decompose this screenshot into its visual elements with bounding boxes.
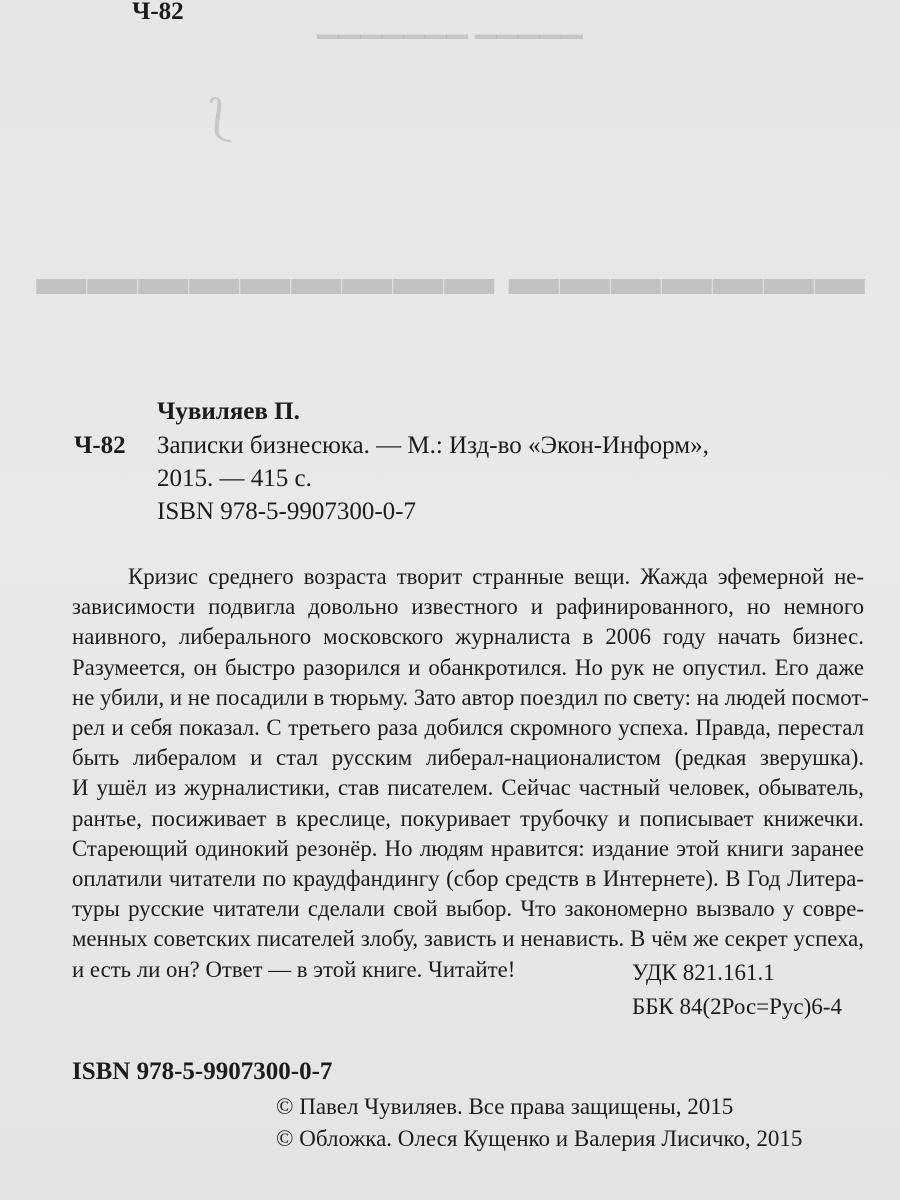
annotation-line: и есть ли он? Ответ — в этой книге. Читайте!	[72, 956, 516, 982]
annotation-line: Стареющий одинокий резонёр. Но людям нравится: издание этой книги заранее	[72, 835, 864, 861]
annotation-line: оплатили читатели по краудфандингу (сбор средств в Интернете). В Год Литера-	[72, 866, 864, 892]
annotation-line: туры русские читатели сделали свой выбор. Что закономерно вызвало у совре-	[72, 896, 864, 922]
copyright-cover: © Обложка. Олеся Кущенко и Валерия Лисичко, 2015	[276, 1126, 803, 1151]
annotation-line: Разумеется, он быстро разорился и обанкротился. Но рук не опустил. Его даже	[72, 654, 864, 680]
isbn-main: ISBN 978-5-9907300-0-7	[72, 1058, 333, 1085]
publication-line: 2015. — 415 с.	[157, 465, 312, 492]
copyright-author: © Павел Чувиляев. Все права защищены, 2015	[276, 1094, 734, 1119]
annotation	[72, 562, 869, 985]
show-through-author: ▁▁▁▁▁ ▁▁▁▁▁▁▁	[317, 8, 583, 39]
title-line: Записки бизнесюка. — М.: Изд-во «Экон-Информ»,	[157, 432, 709, 459]
author-name: Чувиляев П.	[157, 398, 300, 425]
annotation-line: И ушёл из журналистики, став писателем. Сейчас частный человек, обыватель,	[72, 775, 864, 801]
annotation-line: рел и себя показал. С третьего раза добился скромного успеха. Правда, перестал	[72, 715, 864, 741]
bbk-mark-top: Ч-82	[132, 0, 184, 25]
annotation-line: рантье, посиживает в креслице, покуривает трубочку и пописывает книжечки.	[72, 805, 864, 831]
udk-code: УДК 821.161.1	[632, 960, 775, 985]
show-through-title: ▬▬▬▬▬▬▬ ▬▬▬▬▬▬▬▬▬	[35, 249, 865, 305]
bbk-mark: Ч-82	[74, 432, 126, 459]
annotation-line: быть либералом и стал русским либерал-националистом (редкая зверушка).	[72, 745, 864, 771]
bbk-code: ББК 84(2Рос=Рус)6-4	[632, 994, 842, 1019]
annotation-line: наивного, либерального московского журналиста в 2006 году начать бизнес.	[72, 624, 864, 650]
annotation-line: менных советских писателей злобу, зависть и ненависть. В чём же секрет успеха,	[72, 926, 864, 952]
annotation-line: зависимости подвигла довольно известного и рафинированного, но немного	[72, 594, 864, 620]
annotation-line: Кризис среднего возраста творит странные вещи. Жажда эфемерной не-	[128, 564, 864, 589]
show-through-number: ⟆	[210, 92, 230, 145]
isbn-record: ISBN 978-5-9907300-0-7	[157, 498, 417, 525]
annotation-line: не убили, и не посадили в тюрьму. Зато автор поездил по свету: на людей посмот-	[72, 684, 869, 710]
